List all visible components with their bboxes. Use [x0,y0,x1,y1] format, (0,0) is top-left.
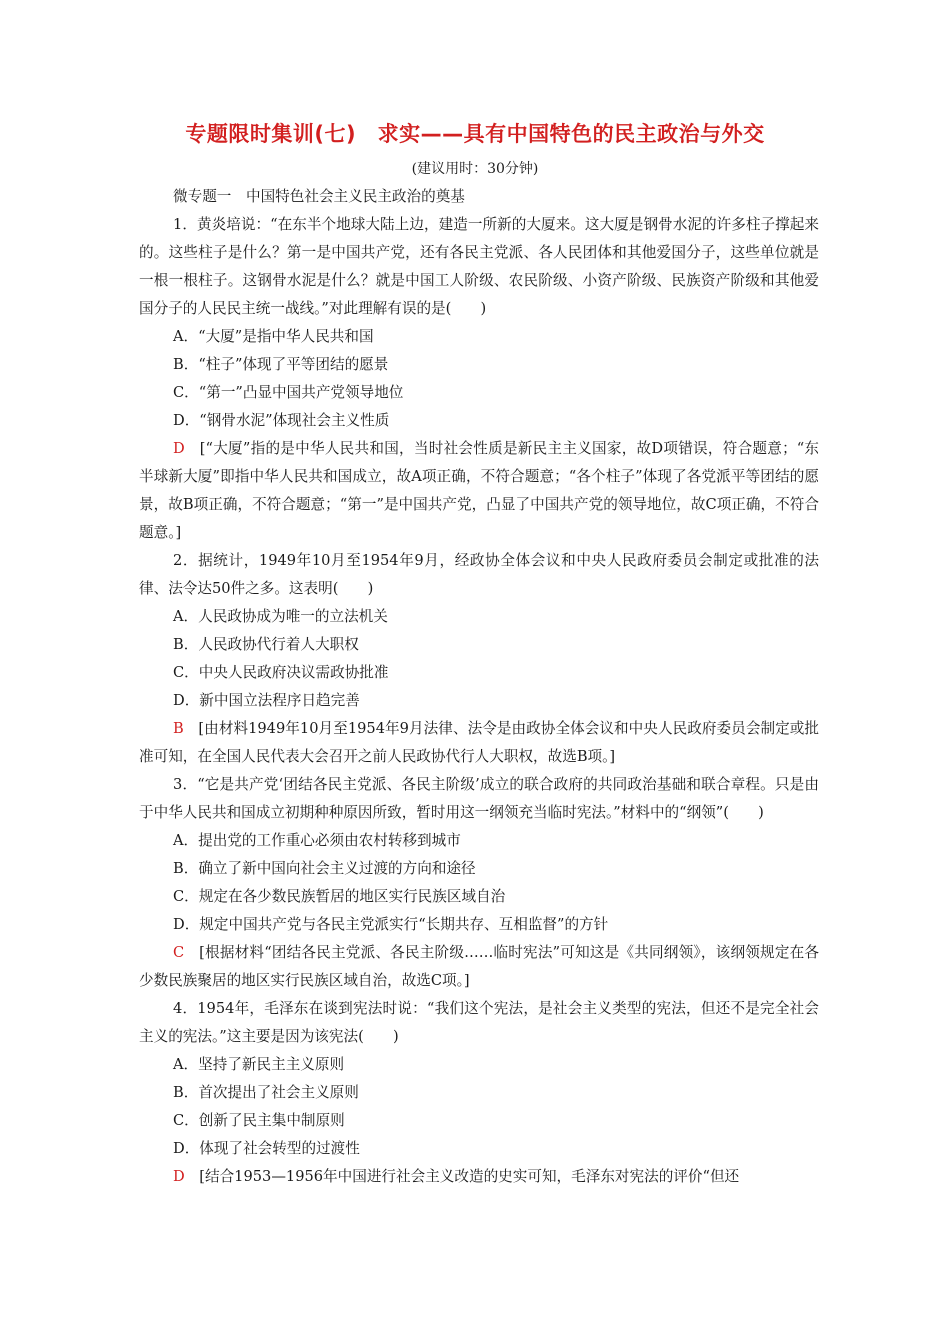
option-c: C．创新了民主集中制原则 [173,1112,345,1129]
time-suggestion: (建议用时：30分钟) [411,161,539,177]
option-a: A．提出党的工作重心必须由农村转移到城市 [173,832,461,849]
option-b: B．首次提出了社会主义原则 [173,1084,359,1101]
section-heading: 微专题一 中国特色社会主义民主政治的奠基 [173,188,465,205]
option-d: D．“钢骨水泥”体现社会主义性质 [173,412,390,429]
answer-explanation [139,939,819,995]
option-b: B．确立了新中国向社会主义过渡的方向和途径 [173,860,476,877]
option-c: C．“第一”凸显中国共产党领导地位 [173,384,404,401]
explanation-text: [结合1953—1956年中国进行社会主义改造的史实可知，毛泽东对宪法的评价“但还 [184,1168,740,1185]
option-b: B．人民政协代行着人大职权 [173,636,359,653]
explanation-text: [“大厦”指的是中华人民共和国，当时社会性质是新民主主义国家，故D项错误，符合题意；“东半球新大厦”即指中华人民共和国成立，故A项正确，不符合题意；“各个柱子”体现了各党派平等团结的愿景，故B项正确，不符合题意；“第一”是中国共产党，凸显了中国共产党的领导地位，故C项正确，不符合题意。] [139,440,819,541]
option-d: D．体现了社会转型的过渡性 [173,1140,360,1157]
option-a: A．“大厦”是指中华人民共和国 [173,328,374,345]
option-c: C．中央人民政府决议需政协批准 [173,664,389,681]
option-a: A．人民政协成为唯一的立法机关 [173,608,388,625]
explanation-text: [根据材料“团结各民主党派、各民主阶级……临时宪法”可知这是《共同纲领》，该纲领规定在各少数民族聚居的地区实行民族区域自治，故选C项。] [139,944,819,989]
option-a: A．坚持了新民主主义原则 [173,1056,345,1073]
option-c: C．规定在各少数民族暂居的地区实行民族区域自治 [173,888,506,905]
answer-letter: D [173,1168,185,1185]
question-stem: 3．“它是共产党‘团结各民主党派、各民主阶级’成立的联合政府的共同政治基础和联合章程。只是由于中华人民共和国成立初期种种原因所致，暂时用这一纲领充当临时宪法。”材料中的“纲领”( ) [139,776,819,821]
page-title: 专题限时集训(七) 求实——具有中国特色的民主政治与外交 [185,122,765,146]
option-d: D．规定中国共产党与各民主党派实行“长期共存、互相监督”的方针 [173,916,609,933]
question-stem: 2．据统计，1949年10月至1954年9月，经政协全体会议和中央人民政府委员会制定或批准的法律、法令达50件之多。这表明( ) [139,552,819,597]
explanation-text: [由材料1949年10月至1954年9月法律、法令是由政协全体会议和中央人民政府委员会制定或批准可知，在全国人民代表大会召开之前人民政协代行人大职权，故选B项。] [139,720,819,765]
answer-explanation [139,1163,819,1191]
option-d: D．新中国立法程序日趋完善 [173,692,360,709]
question-stem: 1．黄炎培说：“在东半个地球大陆上边，建造一所新的大厦来。这大厦是钢骨水泥的许多柱子撑起来的。这些柱子是什么？第一是中国共产党，还有各民主党派、各人民团体和其他爱国分子，这些单位就是一根一根柱子。这钢骨水泥是什么？就是中国工人阶级、农民阶级、小资产阶级、民族资产阶级和其他爱国分子的人民民主统一战线。”对此理解有误的是( ) [139,216,819,317]
answer-explanation [139,435,819,547]
option-b: B．“柱子”体现了平等团结的愿景 [173,356,389,373]
document-body [139,183,819,1191]
answer-letter: C [173,944,185,961]
answer-letter: D [173,440,185,457]
answer-explanation [139,715,819,771]
question-stem: 4．1954年，毛泽东在谈到宪法时说：“我们这个宪法，是社会主义类型的宪法，但还不是完全社会主义的宪法。”这主要是因为该宪法( ) [139,1000,819,1045]
answer-letter: B [173,720,184,737]
